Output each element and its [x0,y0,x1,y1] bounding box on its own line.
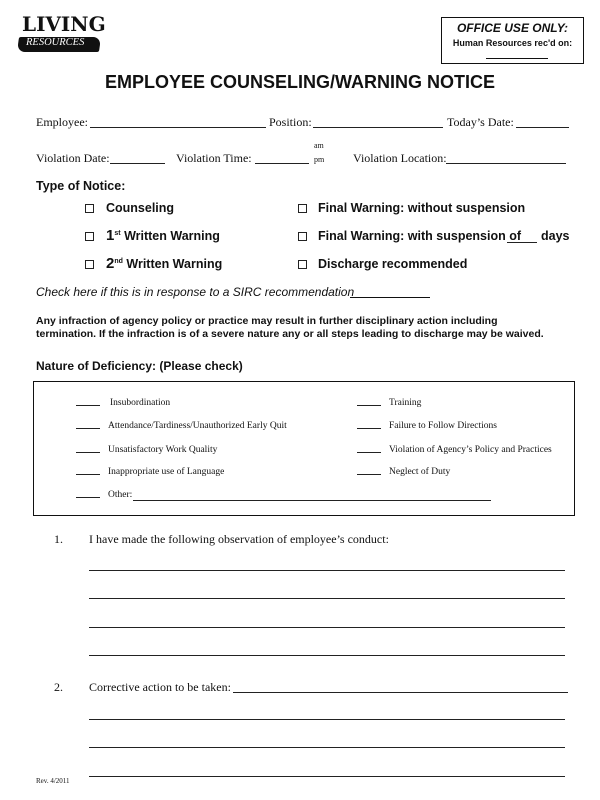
corrective-action-line-1[interactable] [233,692,568,693]
deficiency-label: Neglect of Duty [389,467,451,477]
todays-date-label: Today’s Date: [447,115,514,129]
check-blank[interactable] [76,497,100,498]
check-blank[interactable] [76,474,100,475]
counseling-label: Counseling [106,201,175,215]
corrective-action-line-4[interactable] [89,776,565,777]
check-blank[interactable] [76,405,100,406]
violation-date-field[interactable] [110,163,165,164]
final-warning-suspension-checkbox[interactable] [298,232,307,241]
sirc-label: Check here if this is in response to a SIRC recommendation [36,285,355,299]
first-text: Written Warning [124,229,220,243]
position-field[interactable] [313,127,443,128]
logo-top-text: LIVING [22,12,106,36]
other-description-field[interactable] [133,500,491,501]
check-blank[interactable] [357,474,381,475]
hr-received-field[interactable] [486,58,548,59]
policy-statement [36,315,544,341]
question-2-number: 2. [54,680,63,694]
check-blank[interactable] [76,428,100,429]
employee-field[interactable] [90,127,266,128]
pm-label[interactable]: pm [314,155,325,164]
deficiency-other[interactable] [76,490,132,500]
deficiency-label: Unsatisfactory Work Quality [108,445,218,455]
second-number: 2 [106,255,115,272]
second-text: Written Warning [126,257,223,271]
first-number: 1 [106,227,115,244]
first-written-warning-checkbox[interactable] [85,232,94,241]
type-of-notice-heading: Type of Notice: [36,179,126,193]
todays-date-field[interactable] [516,127,569,128]
observation-line-4[interactable] [89,655,565,656]
violation-location-field[interactable] [446,163,566,164]
days-label: days [541,229,570,243]
deficiency-neglect[interactable] [357,467,450,477]
observation-line-3[interactable] [89,627,565,628]
question-1-text: I have made the following observation of employee’s conduct: [89,532,389,546]
question-1-number: 1. [54,532,63,546]
final-warning-no-suspension-label: Final Warning: without suspension [318,201,526,215]
second-suffix: nd [114,257,123,265]
deficiency-attendance[interactable] [76,421,287,431]
deficiency-label: Failure to Follow Directions [389,421,497,431]
corrective-action-line-3[interactable] [89,747,565,748]
deficiency-label: Inappropriate use of Language [108,467,225,477]
am-label[interactable]: am [314,141,324,150]
deficiency-label: Violation of Agency’s Policy and Practices [389,445,552,455]
employee-label: Employee: [36,115,88,129]
final-warning-suspension-label: Final Warning: with suspension of [318,229,522,243]
deficiency-label: Training [389,398,422,408]
deficiency-training[interactable] [357,398,421,408]
counseling-checkbox[interactable] [85,204,94,213]
deficiency-label: Other: [108,490,133,500]
first-written-warning-label [106,227,220,244]
deficiency-label: Insubordination [110,398,171,408]
office-use-title: OFFICE USE ONLY: [456,21,569,35]
sirc-field[interactable] [350,297,430,298]
observation-line-1[interactable] [89,570,565,571]
check-blank[interactable] [357,405,381,406]
final-warning-no-suspension-checkbox[interactable] [298,204,307,213]
second-written-warning-checkbox[interactable] [85,260,94,269]
page-title: EMPLOYEE COUNSELING/WARNING NOTICE [104,72,496,92]
position-label: Position: [269,115,312,129]
deficiency-language[interactable] [76,467,224,477]
suspension-days-field[interactable] [507,242,537,243]
observation-line-2[interactable] [89,598,565,599]
first-suffix: st [114,229,121,237]
violation-location-label: Violation Location: [353,151,447,165]
policy-line-1: Any infraction of agency policy or practice may result in further disciplinary action including [36,315,498,327]
discharge-checkbox[interactable] [298,260,307,269]
check-blank[interactable] [357,428,381,429]
deficiency-work-quality[interactable] [76,445,217,455]
policy-line-2: termination. If the infraction is of a severe nature any or all steps leading to discharge may be waived. [36,328,544,340]
deficiency-insubordination[interactable] [76,398,170,408]
check-blank[interactable] [357,452,381,453]
deficiency-directions[interactable] [357,421,497,431]
violation-time-label: Violation Time: [176,151,252,165]
check-blank[interactable] [76,452,100,453]
revision-label: Rev. 4/2011 [36,777,70,785]
deficiency-label: Attendance/Tardiness/Unauthorized Early Quit [108,421,287,431]
deficiency-heading: Nature of Deficiency: (Please check) [36,359,243,373]
logo-bottom-text: RESOURCES [26,37,85,48]
deficiency-policy-violation[interactable] [357,445,552,455]
office-use-box [441,17,584,64]
violation-date-label: Violation Date: [36,151,110,165]
discharge-label: Discharge recommended [318,257,468,271]
second-written-warning-label [106,255,222,272]
question-2-text: Corrective action to be taken: [89,680,231,694]
hr-received-label: Human Resources rec'd on: [452,38,573,48]
living-resources-logo [18,12,108,56]
violation-time-field[interactable] [255,163,309,164]
corrective-action-line-2[interactable] [89,719,565,720]
